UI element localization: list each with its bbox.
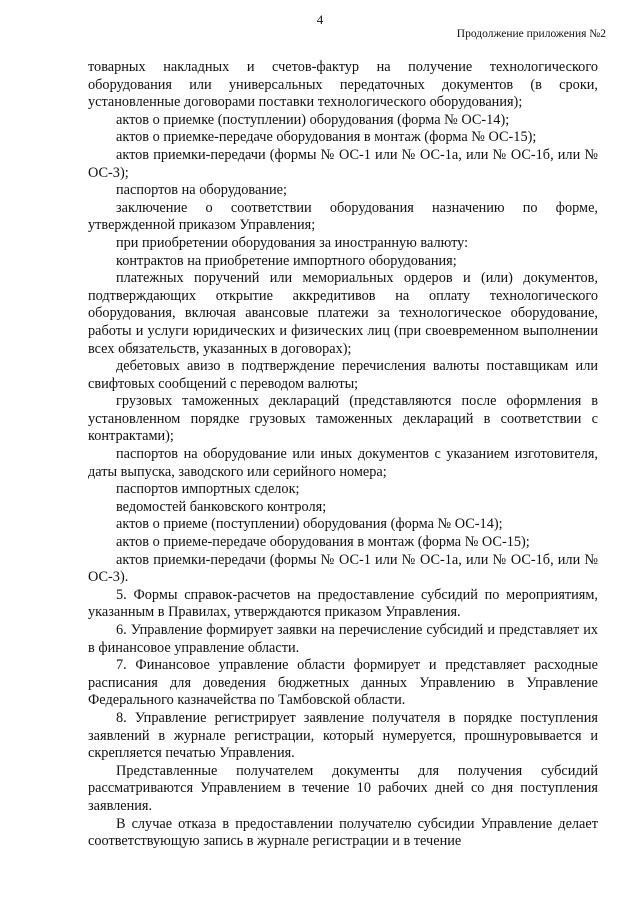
paragraph: товарных накладных и счетов-фактур на получение технологического оборудования или универсальных передаточных документов (в сроки, установленные договорами поставки технологического оборудования); [88, 59, 598, 111]
paragraph: ведомостей банковского контроля; [116, 498, 327, 515]
paragraph: актов приемки-передачи (формы № ОС-1 или № ОС-1а, или № ОС-1б, или № ОС-3). [88, 551, 598, 586]
paragraph: актов о приемке (поступлении) оборудования (форма № ОС-14); [116, 111, 510, 128]
paragraph: паспортов на оборудование; [116, 182, 287, 199]
paragraph: актов о приеме-передаче оборудования в монтаж (форма № ОС-15); [116, 534, 530, 551]
paragraph: актов о приеме (поступлении) оборудования (форма № ОС-14); [116, 516, 503, 533]
paragraph: заключение о соответствии оборудования назначению по форме, утвержденной приказом Управления; [88, 199, 598, 234]
paragraph: контрактов на приобретение импортного оборудования; [116, 252, 457, 269]
paragraph: 8. Управление регистрирует заявление получателя в порядке поступления заявлений в журнале регистрации, который нумеруется, прошнуровывается и скрепляется печатью Управления. [88, 709, 598, 762]
paragraph: В случае отказа в предоставлении получателю субсидии Управление делает соответствующую запись в журнале регистрации и в течение [88, 815, 598, 850]
paragraph: грузовых таможенных деклараций (представляются после оформления в установленном порядке грузовых таможенных деклараций в соответствии с контрактами); [88, 393, 598, 445]
paragraph: при приобретении оборудования за иностранную валюту: [116, 234, 469, 251]
paragraph: 5. Формы справок-расчетов на предоставление субсидий по мероприятиям, указанным в Правилах, утверждаются приказом Управления. [88, 586, 598, 621]
paragraph: платежных поручений или мемориальных ордеров и (или) документов, подтверждающих открытие аккредитивов на оплату технологического оборудования, включая авансовые платежи за технологическое оборудование, работы и услуги юридических и физических лиц (при своевременном выполнении всех обязательств, указанных в договорах); [88, 270, 598, 357]
paragraph: 6. Управление формирует заявки на перечисление субсидий и представляет их в финансовое управление области. [88, 622, 598, 656]
paragraph: актов о приемке-передаче оборудования в монтаж (форма № ОС-15); [116, 129, 537, 146]
paragraph: паспортов импортных сделок; [116, 481, 300, 498]
paragraph: дебетовых авизо в подтверждение перечисления валюты поставщикам или свифтовых сообщений с переводом валюты; [88, 358, 598, 392]
appendix-note: Продолжение приложения №2 [456, 28, 606, 40]
paragraph: актов приемки-передачи (формы № ОС-1 или № ОС-1а, или № ОС-1б, или № ОС-3); [88, 146, 598, 181]
paragraph: 7. Финансовое управление области формирует и представляет расходные расписания для доведения бюджетных данных Управлению в Управление Федерального казначейства по Тамбовской области. [88, 657, 598, 709]
paragraph: паспортов на оборудование или иных документов с указанием изготовителя, даты выпуска, заводского или серийного номера; [88, 446, 598, 480]
page-number: 4 [316, 12, 324, 27]
paragraph: Представленные получателем документы для получения субсидий рассматриваются Управлением в течение 10 рабочих дней со дня поступления заявления. [88, 762, 598, 814]
document-body [88, 59, 598, 851]
